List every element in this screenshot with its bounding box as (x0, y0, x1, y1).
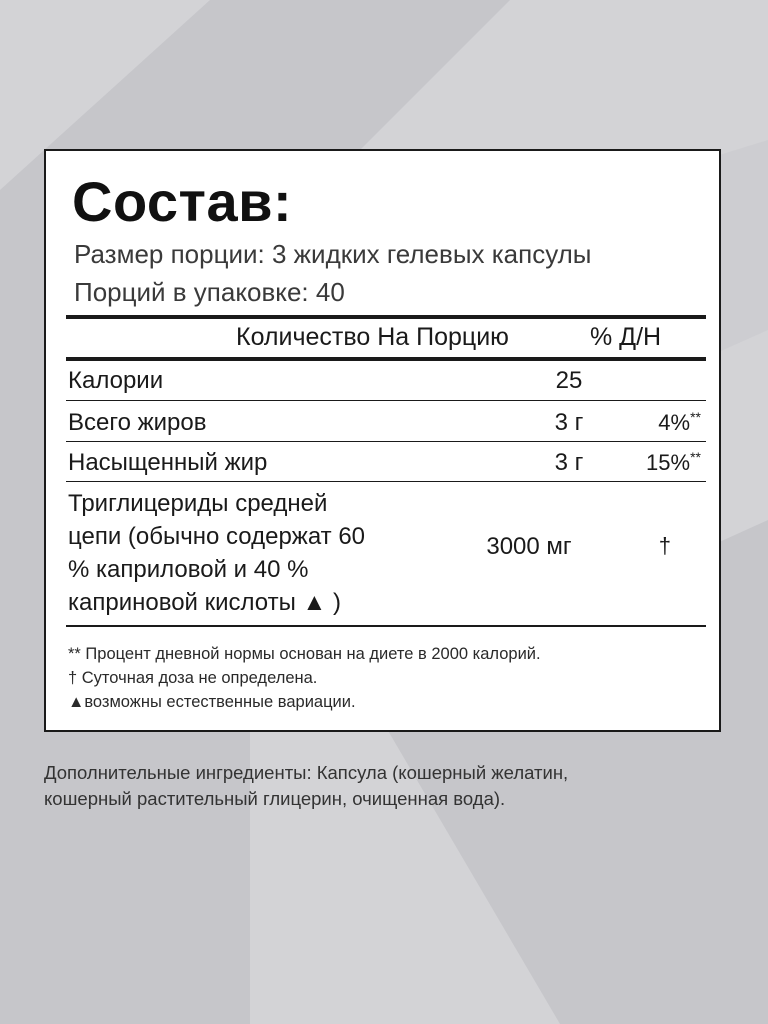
row-mct-amount: 3000 мг (486, 533, 572, 560)
divider (66, 441, 706, 442)
other-ingredients: Дополнительные ингредиенты: Капсула (кошерный желатин, кошерный растительный глицерин, очищенная вода). (44, 762, 569, 809)
divider (66, 625, 706, 627)
footnote-not-established: † Суточная доза не определена. (68, 669, 318, 687)
panel-title: Состав: (72, 170, 293, 233)
divider (66, 481, 706, 482)
header-daily-value: % Д/Н (590, 323, 662, 351)
divider (66, 400, 706, 401)
row-mct-dv: † (658, 533, 671, 558)
divider-thick (66, 315, 706, 319)
row-saturated-fat-label: Насыщенный жир (68, 449, 268, 476)
servings-per-container: Порций в упаковке: 40 (74, 277, 345, 307)
row-saturated-fat-dv: 15%** (646, 449, 701, 475)
header-amount-per-serving: Количество На Порцию (236, 323, 509, 351)
serving-size: Размер порции: 3 жидких гелевых капсулы (74, 239, 592, 269)
row-total-fat-label: Всего жиров (68, 409, 207, 436)
divider-thick (66, 357, 706, 361)
supplement-facts-panel (44, 149, 721, 732)
row-total-fat-amount: 3 г (554, 409, 584, 436)
row-total-fat-dv: 4%** (658, 409, 701, 435)
row-calories-label: Калории (68, 367, 164, 394)
footnote-daily-value: ** Процент дневной нормы основан на диете в 2000 калорий. (68, 645, 541, 663)
row-mct-label: Триглицериды средней цепи (обычно содержат 60 % каприловой и 40 % каприновой кислоты ▲ ) (68, 490, 366, 616)
row-saturated-fat-amount: 3 г (554, 449, 584, 476)
footnote-natural-variation: ▲возможны естественные вариации. (68, 693, 356, 711)
row-calories-amount: 25 (555, 367, 583, 394)
